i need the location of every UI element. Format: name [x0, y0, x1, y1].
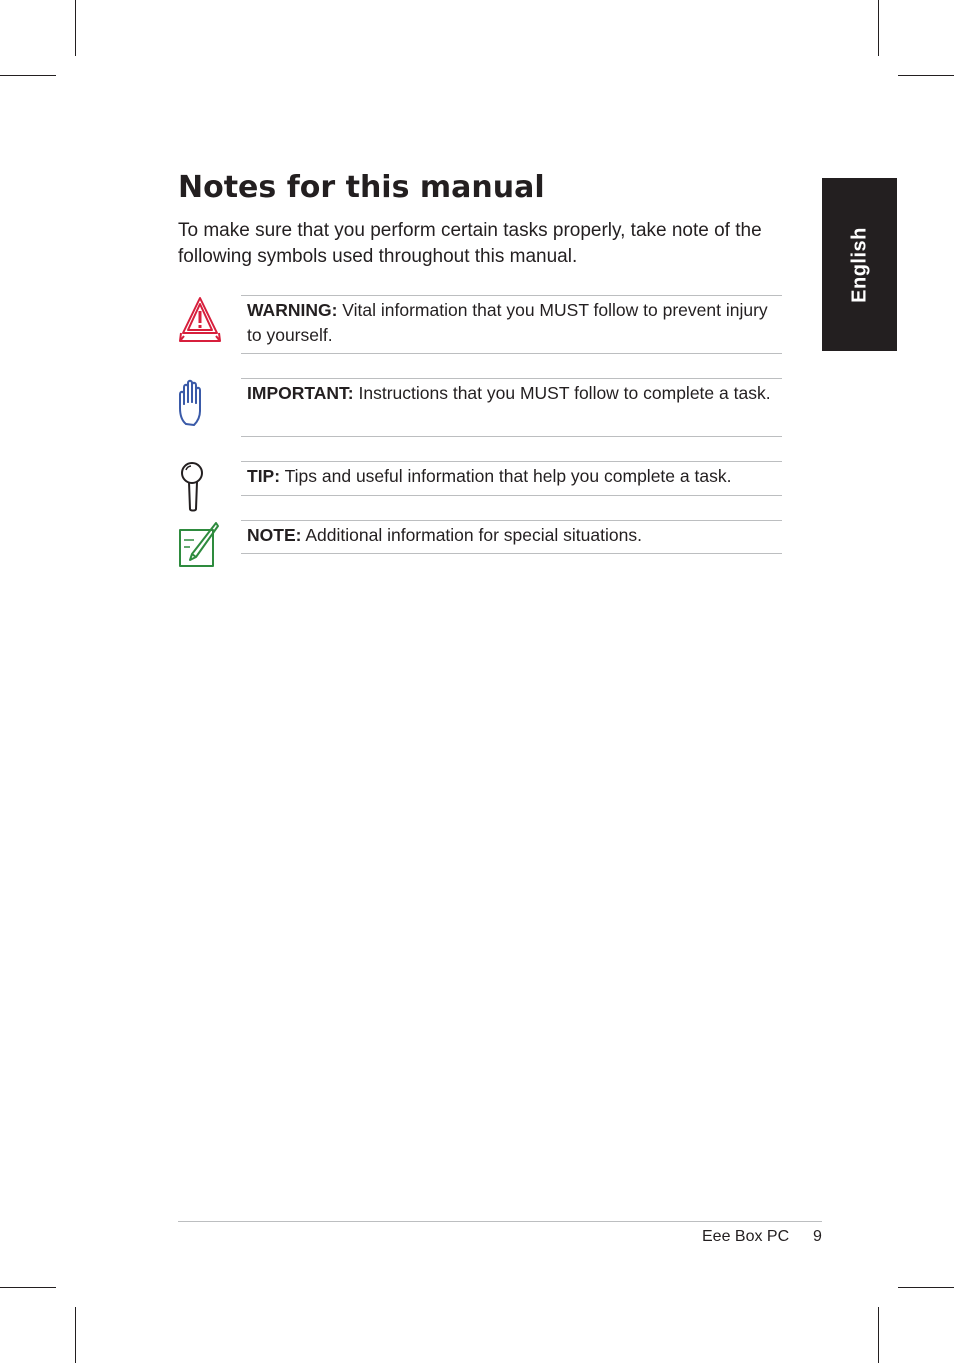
warning-icon	[178, 295, 222, 345]
tip-body: Tips and useful information that help you complete a task.	[284, 466, 732, 486]
magnifier-icon	[178, 461, 210, 513]
note-label: NOTE:	[247, 525, 302, 545]
language-tab-label: English	[848, 226, 870, 303]
language-tab	[822, 178, 897, 351]
hand-icon	[178, 378, 214, 428]
crop-mark	[75, 1307, 76, 1363]
crop-mark	[0, 75, 56, 76]
tip-text	[241, 461, 782, 496]
warning-text	[241, 295, 782, 354]
crop-mark	[0, 1287, 56, 1288]
warning-label: WARNING:	[247, 300, 338, 320]
important-body: Instructions that you MUST follow to complete a task.	[358, 383, 771, 403]
crop-mark	[878, 0, 879, 56]
crop-mark	[75, 0, 76, 56]
crop-mark	[898, 1287, 954, 1288]
important-label: IMPORTANT:	[247, 383, 354, 403]
page-number: 9	[813, 1228, 822, 1245]
intro-paragraph: To make sure that you perform certain tasks properly, take note of the following symbols used throughout this manual.	[178, 220, 762, 267]
note-body: Additional information for special situations.	[305, 525, 642, 545]
page-title: Notes for this manual	[178, 170, 545, 205]
note-text	[241, 520, 782, 554]
crop-mark	[878, 1307, 879, 1363]
tip-label: TIP:	[247, 466, 281, 486]
warning-body: Vital information that you MUST follow to prevent injury to yourself.	[247, 300, 768, 345]
crop-mark	[898, 75, 954, 76]
note-pencil-icon	[178, 520, 220, 570]
important-text	[241, 378, 782, 437]
footer-product-name: Eee Box PC	[702, 1228, 790, 1245]
footer-divider	[178, 1221, 822, 1222]
